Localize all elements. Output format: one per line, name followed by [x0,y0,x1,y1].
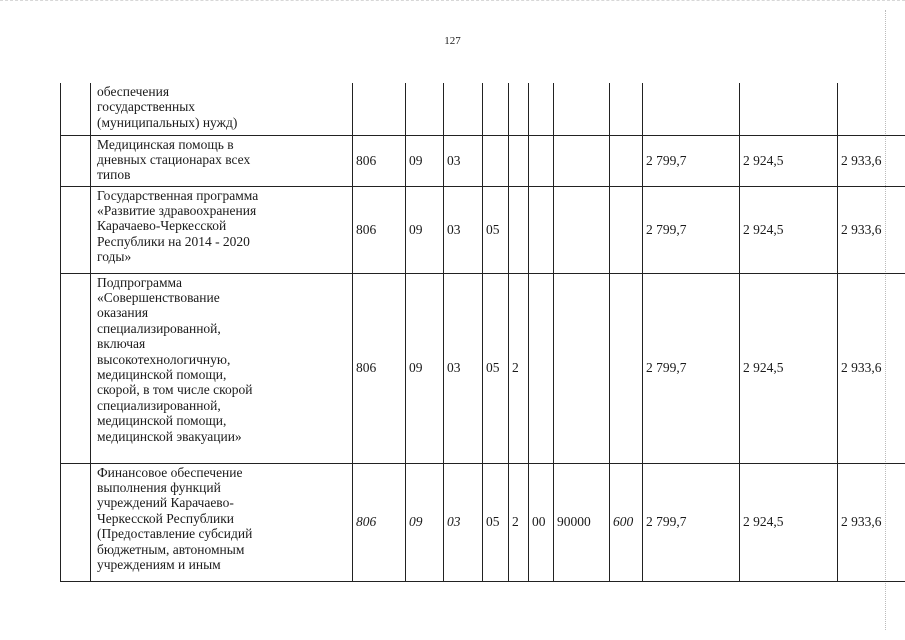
pr-cell: 03 [444,273,483,463]
prog-cell: 05 [483,186,509,273]
amount-2019-cell: 2 924,5 [740,186,838,273]
ved-cell: 806 [353,273,406,463]
amount-2020-cell: 2 933,6 [838,273,905,463]
sub-cell [509,186,529,273]
sub-cell: 2 [509,273,529,463]
amount-2019-cell: 2 924,5 [740,273,838,463]
prog-cell [483,83,509,135]
table-row [61,273,905,463]
csr-cell: 90000 [554,463,610,581]
osn-cell [529,273,554,463]
amount-2019-cell: 2 924,5 [740,135,838,186]
sub-cell [509,83,529,135]
ved-cell: 806 [353,463,406,581]
rz-cell: 09 [406,273,444,463]
osn-cell [529,135,554,186]
amount-2020-cell: 2 933,6 [838,135,905,186]
sub-cell [509,135,529,186]
table-row [61,463,905,581]
csr-cell [554,186,610,273]
sub-cell: 2 [509,463,529,581]
prog-cell: 05 [483,273,509,463]
page-number: 127 [444,35,461,47]
amount-2018-cell: 2 799,7 [643,463,740,581]
vr-cell [610,83,643,135]
amount-2019-cell [740,83,838,135]
osn-cell [529,83,554,135]
csr-cell [554,135,610,186]
vr-cell [610,135,643,186]
rz-cell: 09 [406,186,444,273]
row-number-cell [61,83,91,135]
scan-edge-artifact [0,0,905,9]
rz-cell [406,83,444,135]
pr-cell: 03 [444,135,483,186]
amount-2020-cell: 2 933,6 [838,463,905,581]
pr-cell [444,83,483,135]
row-name-cell: Финансовое обеспечение выполнения функций учреждений Карачаево- Черкесской Республики (Предоставление субсидий бюджетным, автономным учреждениям и иным [91,463,353,581]
vr-cell: 600 [610,463,643,581]
row-name-cell: Медицинская помощь в дневных стационарах всех типов [91,135,353,186]
vr-cell [610,186,643,273]
amount-2018-cell: 2 799,7 [643,135,740,186]
csr-cell [554,273,610,463]
osn-cell [529,186,554,273]
ved-cell: 806 [353,135,406,186]
ved-cell [353,83,406,135]
row-name-cell: обеспечения государственных (муниципальных) нужд) [91,83,353,135]
prog-cell [483,135,509,186]
amount-2020-cell [838,83,905,135]
row-number-cell [61,463,91,581]
row-number-cell [61,135,91,186]
amount-2018-cell [643,83,740,135]
pr-cell: 03 [444,463,483,581]
table-row [61,135,905,186]
pr-cell: 03 [444,186,483,273]
ved-cell: 806 [353,186,406,273]
row-number-cell [61,273,91,463]
table-row [61,83,905,135]
amount-2020-cell: 2 933,6 [838,186,905,273]
amount-2018-cell: 2 799,7 [643,186,740,273]
row-name-cell: Подпрограмма «Совершенствование оказания специализированной, включая высокотехнологичную, медицинской помощи, скорой, в том числе скорой специализированной, медицинской помощи, медицинской эвакуации» [91,273,353,463]
row-name-cell: Государственная программа «Развитие здравоохранения Карачаево-Черкесской Республики на 2014 - 2020 годы» [91,186,353,273]
osn-cell: 00 [529,463,554,581]
prog-cell: 05 [483,463,509,581]
csr-cell [554,83,610,135]
rz-cell: 09 [406,135,444,186]
rz-cell: 09 [406,463,444,581]
amount-2018-cell: 2 799,7 [643,273,740,463]
amount-2019-cell: 2 924,5 [740,463,838,581]
budget-table [60,83,905,582]
row-number-cell [61,186,91,273]
vr-cell [610,273,643,463]
table-row [61,186,905,273]
